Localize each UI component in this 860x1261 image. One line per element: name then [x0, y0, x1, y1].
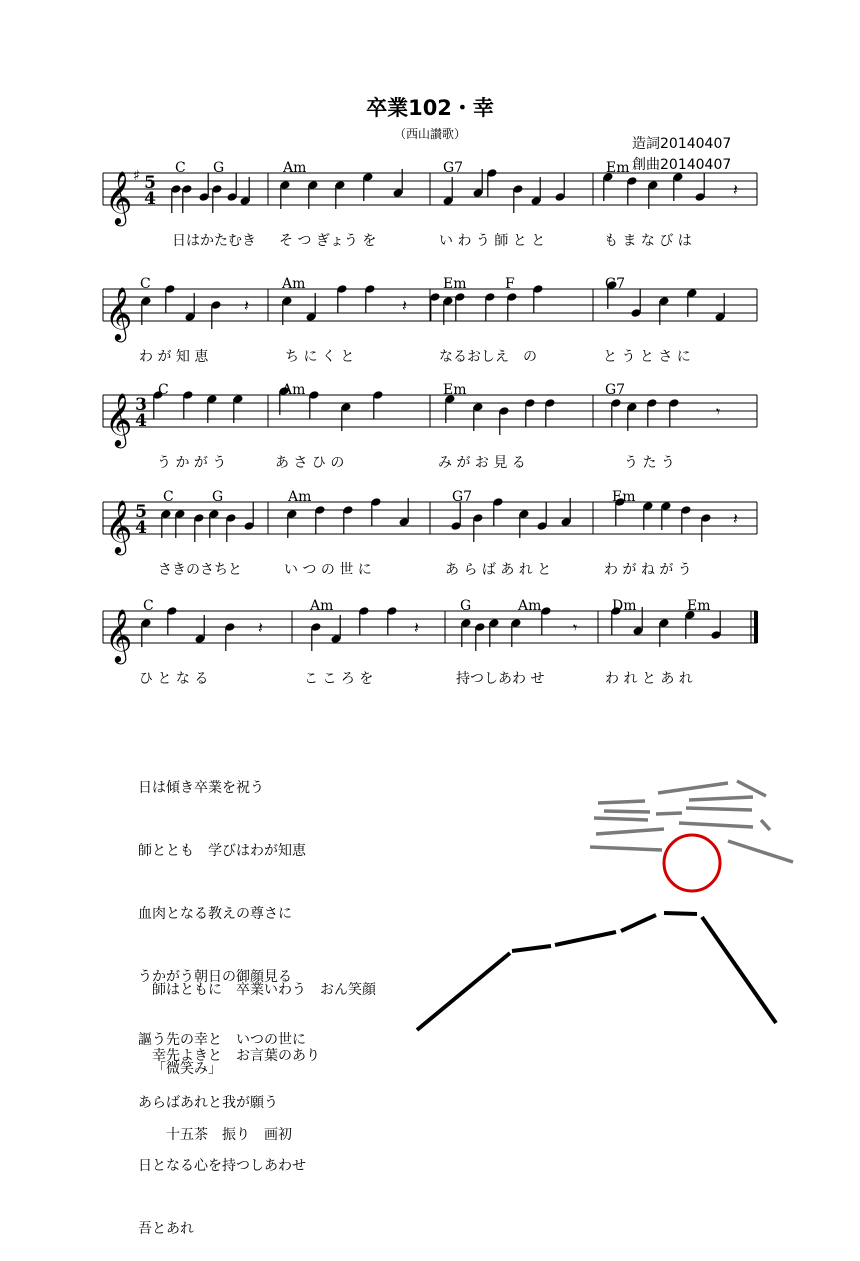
lyric-phrase: 持つしあわ せ — [456, 671, 545, 687]
time-signature-top: 5 — [135, 502, 147, 522]
chord-symbol: G7 — [452, 489, 473, 505]
lyric-phrase: ひ と な る — [139, 671, 209, 687]
lyric-phrase: そ つ ぎょう を — [279, 233, 377, 249]
chord-symbol: F — [505, 276, 515, 292]
time-signature-bottom: 4 — [144, 189, 156, 209]
chord-symbol: C — [140, 276, 151, 292]
poem-line: 師ととも 学びはわが知恵 — [138, 843, 306, 859]
lyric-phrase: わ が 知 恵 — [139, 349, 209, 365]
lyric-phrase: う か が う — [157, 455, 227, 471]
lyric-phrase: 日はかたむき — [172, 233, 256, 249]
chord-symbol: G7 — [605, 382, 626, 398]
poem-line: 日は傾き卒業を祝う — [138, 780, 264, 796]
lyric-phrase: も ま な び は — [604, 233, 692, 249]
chord-symbol: C — [175, 160, 186, 176]
time-signature-bottom: 4 — [135, 518, 147, 538]
lyric-phrase: わ が ね が う — [604, 562, 692, 578]
verse-line: 幸先よきと お言葉のあり — [152, 1048, 320, 1064]
chord-symbol: C — [163, 489, 174, 505]
sharp-icon: ♯ — [133, 168, 140, 184]
rest-icon: 𝄽 — [258, 618, 263, 637]
lyric-phrase: なるおしえ の — [439, 349, 537, 365]
chord-symbol: G — [213, 160, 225, 176]
lyric-phrase: ち に く と — [285, 349, 355, 365]
chord-symbol: Em — [687, 598, 711, 614]
music-credit: 創曲20140407 — [632, 157, 732, 173]
sun-circle — [664, 835, 720, 891]
chord-symbol: G — [460, 598, 472, 614]
chord-symbol: G7 — [443, 160, 464, 176]
lyric-phrase: あ ら ば あ れ と — [445, 562, 552, 578]
treble-clef-icon: 𝄞 — [105, 499, 133, 553]
time-signature-top: 5 — [144, 173, 156, 193]
chord-symbol: Am — [310, 598, 334, 614]
mountain-lines — [417, 913, 776, 1030]
chord-symbol: C — [143, 598, 154, 614]
chord-symbol: Am — [283, 160, 307, 176]
lyric-phrase: さきのさちと — [158, 562, 242, 578]
chord-symbol: Am — [288, 489, 312, 505]
chord-symbol: Em — [443, 382, 467, 398]
chord-symbol: C — [158, 382, 169, 398]
chord-symbol: Am — [518, 598, 542, 614]
lyric-phrase: み が お 見 る — [438, 455, 526, 471]
poem-line: 吾とあれ — [138, 1221, 194, 1237]
verse-line: 師はともに 卒業いわう おん笑顔 — [152, 982, 376, 998]
caption-signature: 十五茶 振り 画初 — [152, 1127, 292, 1143]
rest-icon: 𝄽 — [402, 296, 407, 315]
treble-clef-icon: 𝄞 — [105, 286, 133, 340]
poem-line: うかがう朝日の御顔見る — [138, 969, 292, 985]
chord-symbol: Dm — [612, 598, 637, 614]
page-title: 卒業102・幸 — [366, 96, 494, 120]
chord-symbol: G — [212, 489, 224, 505]
cloud-lines — [590, 781, 793, 862]
page-subtitle: （西山讃歌） — [393, 127, 466, 141]
time-signature-top: 3 — [135, 395, 147, 415]
lyric-phrase: い つ の 世 に — [284, 562, 372, 578]
poem-line: 日となる心を持つしあわせ — [138, 1158, 306, 1174]
time-signature-bottom: 4 — [135, 411, 147, 431]
lyrics-credit: 造詞20140407 — [632, 136, 732, 152]
poem-line: 血肉となる教えの尊さに — [138, 906, 292, 922]
rest-icon: 𝄽 — [733, 509, 738, 528]
lyric-phrase: こ こ ろ を — [304, 671, 374, 687]
treble-clef-icon: 𝄞 — [105, 392, 133, 446]
lyric-phrase: あ さ ひ の — [275, 455, 345, 471]
poem-line: 謳う先の幸と いつの世に — [138, 1032, 306, 1048]
chord-symbol: Am — [282, 382, 306, 398]
rest-icon: 𝄾 — [573, 618, 578, 637]
lyric-phrase: わ れ と あ れ — [605, 671, 693, 687]
treble-clef-icon: 𝄞 — [105, 170, 133, 224]
chord-symbol: Em — [606, 160, 630, 176]
rest-icon: 𝄽 — [244, 296, 249, 315]
rest-icon: 𝄽 — [733, 180, 738, 199]
rest-icon: 𝄾 — [716, 402, 721, 421]
lyric-phrase: う た う — [624, 455, 675, 471]
treble-clef-icon: 𝄞 — [105, 608, 133, 662]
chord-symbol: Am — [282, 276, 306, 292]
lyric-phrase: と う と さ に — [603, 349, 691, 365]
poem-line: あらばあれと我が願う — [138, 1095, 278, 1111]
chord-symbol: G7 — [605, 276, 626, 292]
caption-title: 「微笑み」 — [152, 1061, 222, 1077]
chord-symbol: Em — [443, 276, 467, 292]
rest-icon: 𝄽 — [414, 618, 419, 637]
chord-symbol: Em — [612, 489, 636, 505]
lyric-phrase: い わ う 師 と と — [439, 233, 546, 249]
